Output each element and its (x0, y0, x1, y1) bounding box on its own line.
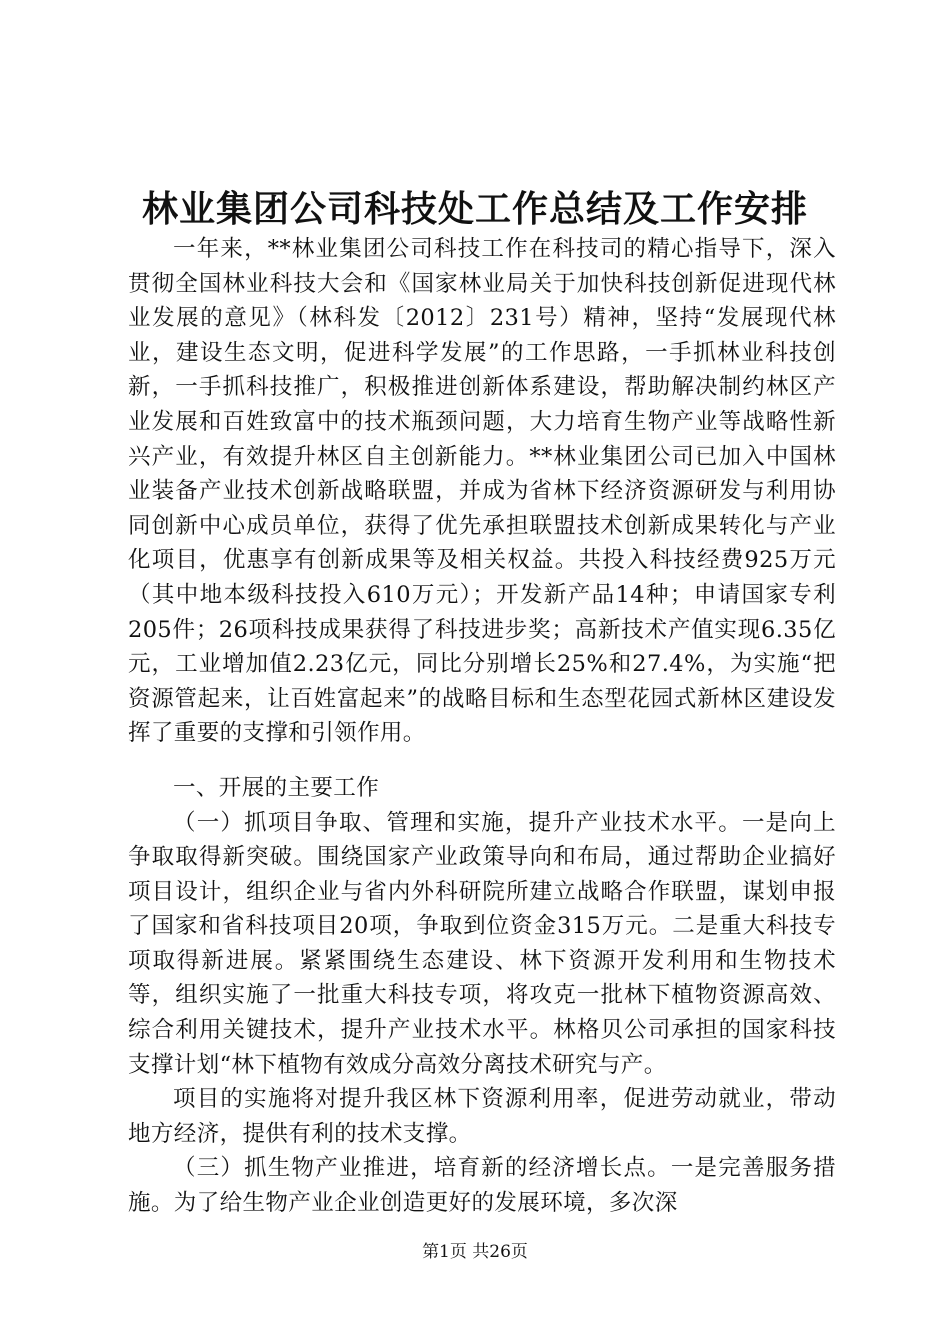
project-effect-paragraph: 项目的实施将对提升我区林下资源利用率，促进劳动就业，带动地方经济，提供有利的技术支撑。 (128, 1086, 836, 1147)
document-title: 林业集团公司科技处工作总结及工作安排 (141, 188, 808, 230)
document-body (128, 232, 836, 1221)
page-number-footer: 第1页 共26页 (422, 1242, 528, 1262)
work-item-3-paragraph: （三）抓生物产业推进，培育新的经济增长点。一是完善服务措施。为了给生物产业企业创造更好的发展环境，多次深 (128, 1155, 836, 1217)
intro-paragraph: 一年来，**林业集团公司科技工作在科技司的精心指导下，深入贯彻全国林业科技大会和《国家林业局关于加快科技创新促进现代林业发展的意见》（林科发〔2012〕231号）精神，坚持“发展现代林业，建设生态文明，促进科学发展”的工作思路，一手抓林业科技创新，一手抓科技推广，积极推进创新体系建设，帮助解决制约林区产业发展和百姓致富中的技术瓶颈问题，大力培育生物产业等战略性新兴产业，有效提升林区自主创新能力。**林业集团公司已加入中国林业装备产业技术创新战略联盟，并成为省林下经济资源研发与利用协同创新中心成员单位，获得了优先承担联盟技术创新成果转化与产业化项目，优惠享有创新成果等及相关权益。共投入科技经费925万元（其中地本级科技投入610万元）；开发新产品14种；申请国家专利205件；26项科技成果获得了科技进步奖；高新技术产值实现6.35亿元，工业增加值2.23亿元，同比分别增长25%和27.4%，为实施“把资源管起来，让百姓富起来”的战略目标和生态型花园式新林区建设发挥了重要的支撑和引领作用。 (128, 236, 836, 747)
work-item-1-paragraph: （一）抓项目争取、管理和实施，提升产业技术水平。一是向上争取取得新突破。围绕国家产业政策导向和布局，通过帮助企业搞好项目设计，组织企业与省内外科研院所建立战略合作联盟，谋划申报了国家和省科技项目20项，争取到位资金315万元。二是重大科技专项取得新进展。紧紧围绕生态建设、林下资源开发利用和生物技术等，组织实施了一批重大科技专项，将攻克一批林下植物资源高效、综合利用关键技术，提升产业技术水平。林格贝公司承担的国家科技支撑计划“林下植物有效成分高效分离技术研究与产。 (128, 809, 836, 1078)
section-heading-main-work: 一、开展的主要工作 (173, 774, 380, 801)
